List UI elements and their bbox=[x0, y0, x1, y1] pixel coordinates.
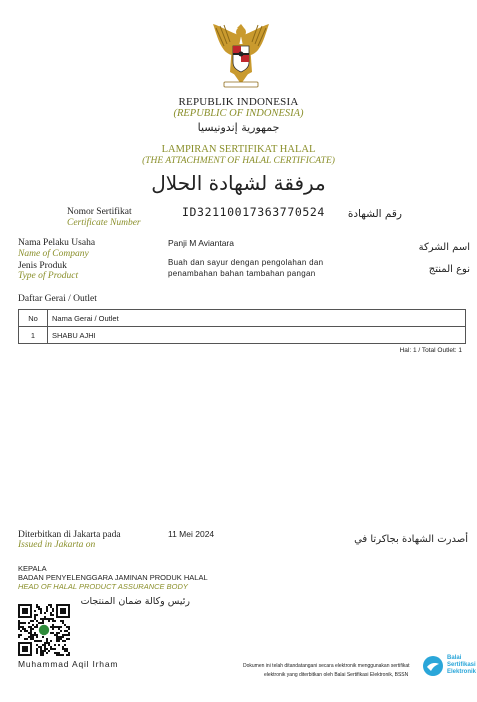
company-label: Nama Pelaku Usaha bbox=[18, 238, 96, 248]
certificate-number-label-en: Certificate Number bbox=[67, 218, 141, 228]
signatory-agency-en: HEAD OF HALAL PRODUCT ASSURANCE BODY bbox=[18, 582, 188, 591]
issued-label: Diterbitkan di Jakarta pada bbox=[18, 530, 121, 540]
signatory-agency-ar: رئيس وكالة ضمان المنتجات bbox=[80, 596, 190, 607]
garuda-emblem-icon bbox=[210, 22, 272, 90]
issued-date: 11 Mei 2024 bbox=[168, 529, 215, 539]
signatory-agency: BADAN PENYELENGGARA JAMINAN PRODUK HALAL bbox=[18, 573, 208, 582]
signatory-name: Muhammad Aqil Irham bbox=[18, 659, 119, 669]
product-type-value-line1: Buah dan sayur dengan pengolahan dan bbox=[168, 258, 324, 267]
product-type-label: Jenis Produk bbox=[18, 261, 67, 271]
outlet-row-name: SHABU AJHI bbox=[48, 327, 466, 344]
product-type-label-en: Type of Product bbox=[18, 271, 79, 281]
certificate-number-label: Nomor Sertifikat bbox=[67, 207, 132, 217]
bsre-logo-icon bbox=[422, 655, 444, 677]
bsre-logo-text-3: Elektronik bbox=[447, 669, 477, 675]
company-value: Panji M Aviantara bbox=[168, 238, 234, 248]
table-row bbox=[19, 327, 466, 344]
product-type-label-ar: نوع المنتج bbox=[428, 264, 470, 275]
qr-code bbox=[18, 604, 70, 656]
attachment-title-en: (THE ATTACHMENT OF HALAL CERTIFICATE) bbox=[142, 156, 335, 166]
certificate-number-value: ID32110017363770524 bbox=[182, 205, 325, 219]
e-signature-note-line1: Dokumen ini telah ditandatangani secara elektronik menggunakan sertifikat bbox=[243, 663, 410, 669]
outlet-table bbox=[18, 309, 466, 344]
certificate-number-label-ar: رقم الشهادة bbox=[347, 208, 402, 220]
product-type-value-line2: penambahan bahan tambahan pangan bbox=[168, 269, 316, 278]
outlet-list-title: Daftar Gerai / Outlet bbox=[18, 294, 97, 304]
country-name-id: REPUBLIK INDONESIA bbox=[178, 96, 299, 108]
outlet-row-no: 1 bbox=[19, 327, 48, 344]
bsre-logo-text-2: Sertifikasi bbox=[447, 662, 476, 668]
issued-label-ar: أصدرت الشهادة بجاكرتا في bbox=[354, 534, 468, 545]
bsre-logo-text-1: Balai bbox=[447, 655, 462, 661]
outlet-header-no: No bbox=[19, 310, 48, 327]
outlet-header-name: Nama Gerai / Outlet bbox=[48, 310, 466, 327]
company-label-en: Name of Company bbox=[18, 249, 89, 259]
company-label-ar: اسم الشركة bbox=[418, 242, 470, 253]
outlet-table-header bbox=[19, 310, 466, 327]
country-name-en: (REPUBLIC OF INDONESIA) bbox=[173, 108, 304, 119]
country-name-ar: جمهورية إندونيسيا bbox=[197, 121, 280, 134]
outlet-pagination: Hal: 1 / Total Outlet: 1 bbox=[399, 347, 462, 354]
signatory-role: KEPALA bbox=[18, 564, 47, 573]
attachment-title-ar: مرفقة لشهادة الحلال bbox=[151, 171, 326, 195]
qr-code-icon bbox=[18, 604, 70, 656]
issued-label-en: Issued in Jakarta on bbox=[18, 540, 96, 550]
attachment-title-id: LAMPIRAN SERTIFIKAT HALAL bbox=[161, 144, 316, 155]
e-signature-note-line2: elektronik yang diterbitkan oleh Balai Sertifikasi Elektronik, BSSN bbox=[264, 672, 409, 678]
